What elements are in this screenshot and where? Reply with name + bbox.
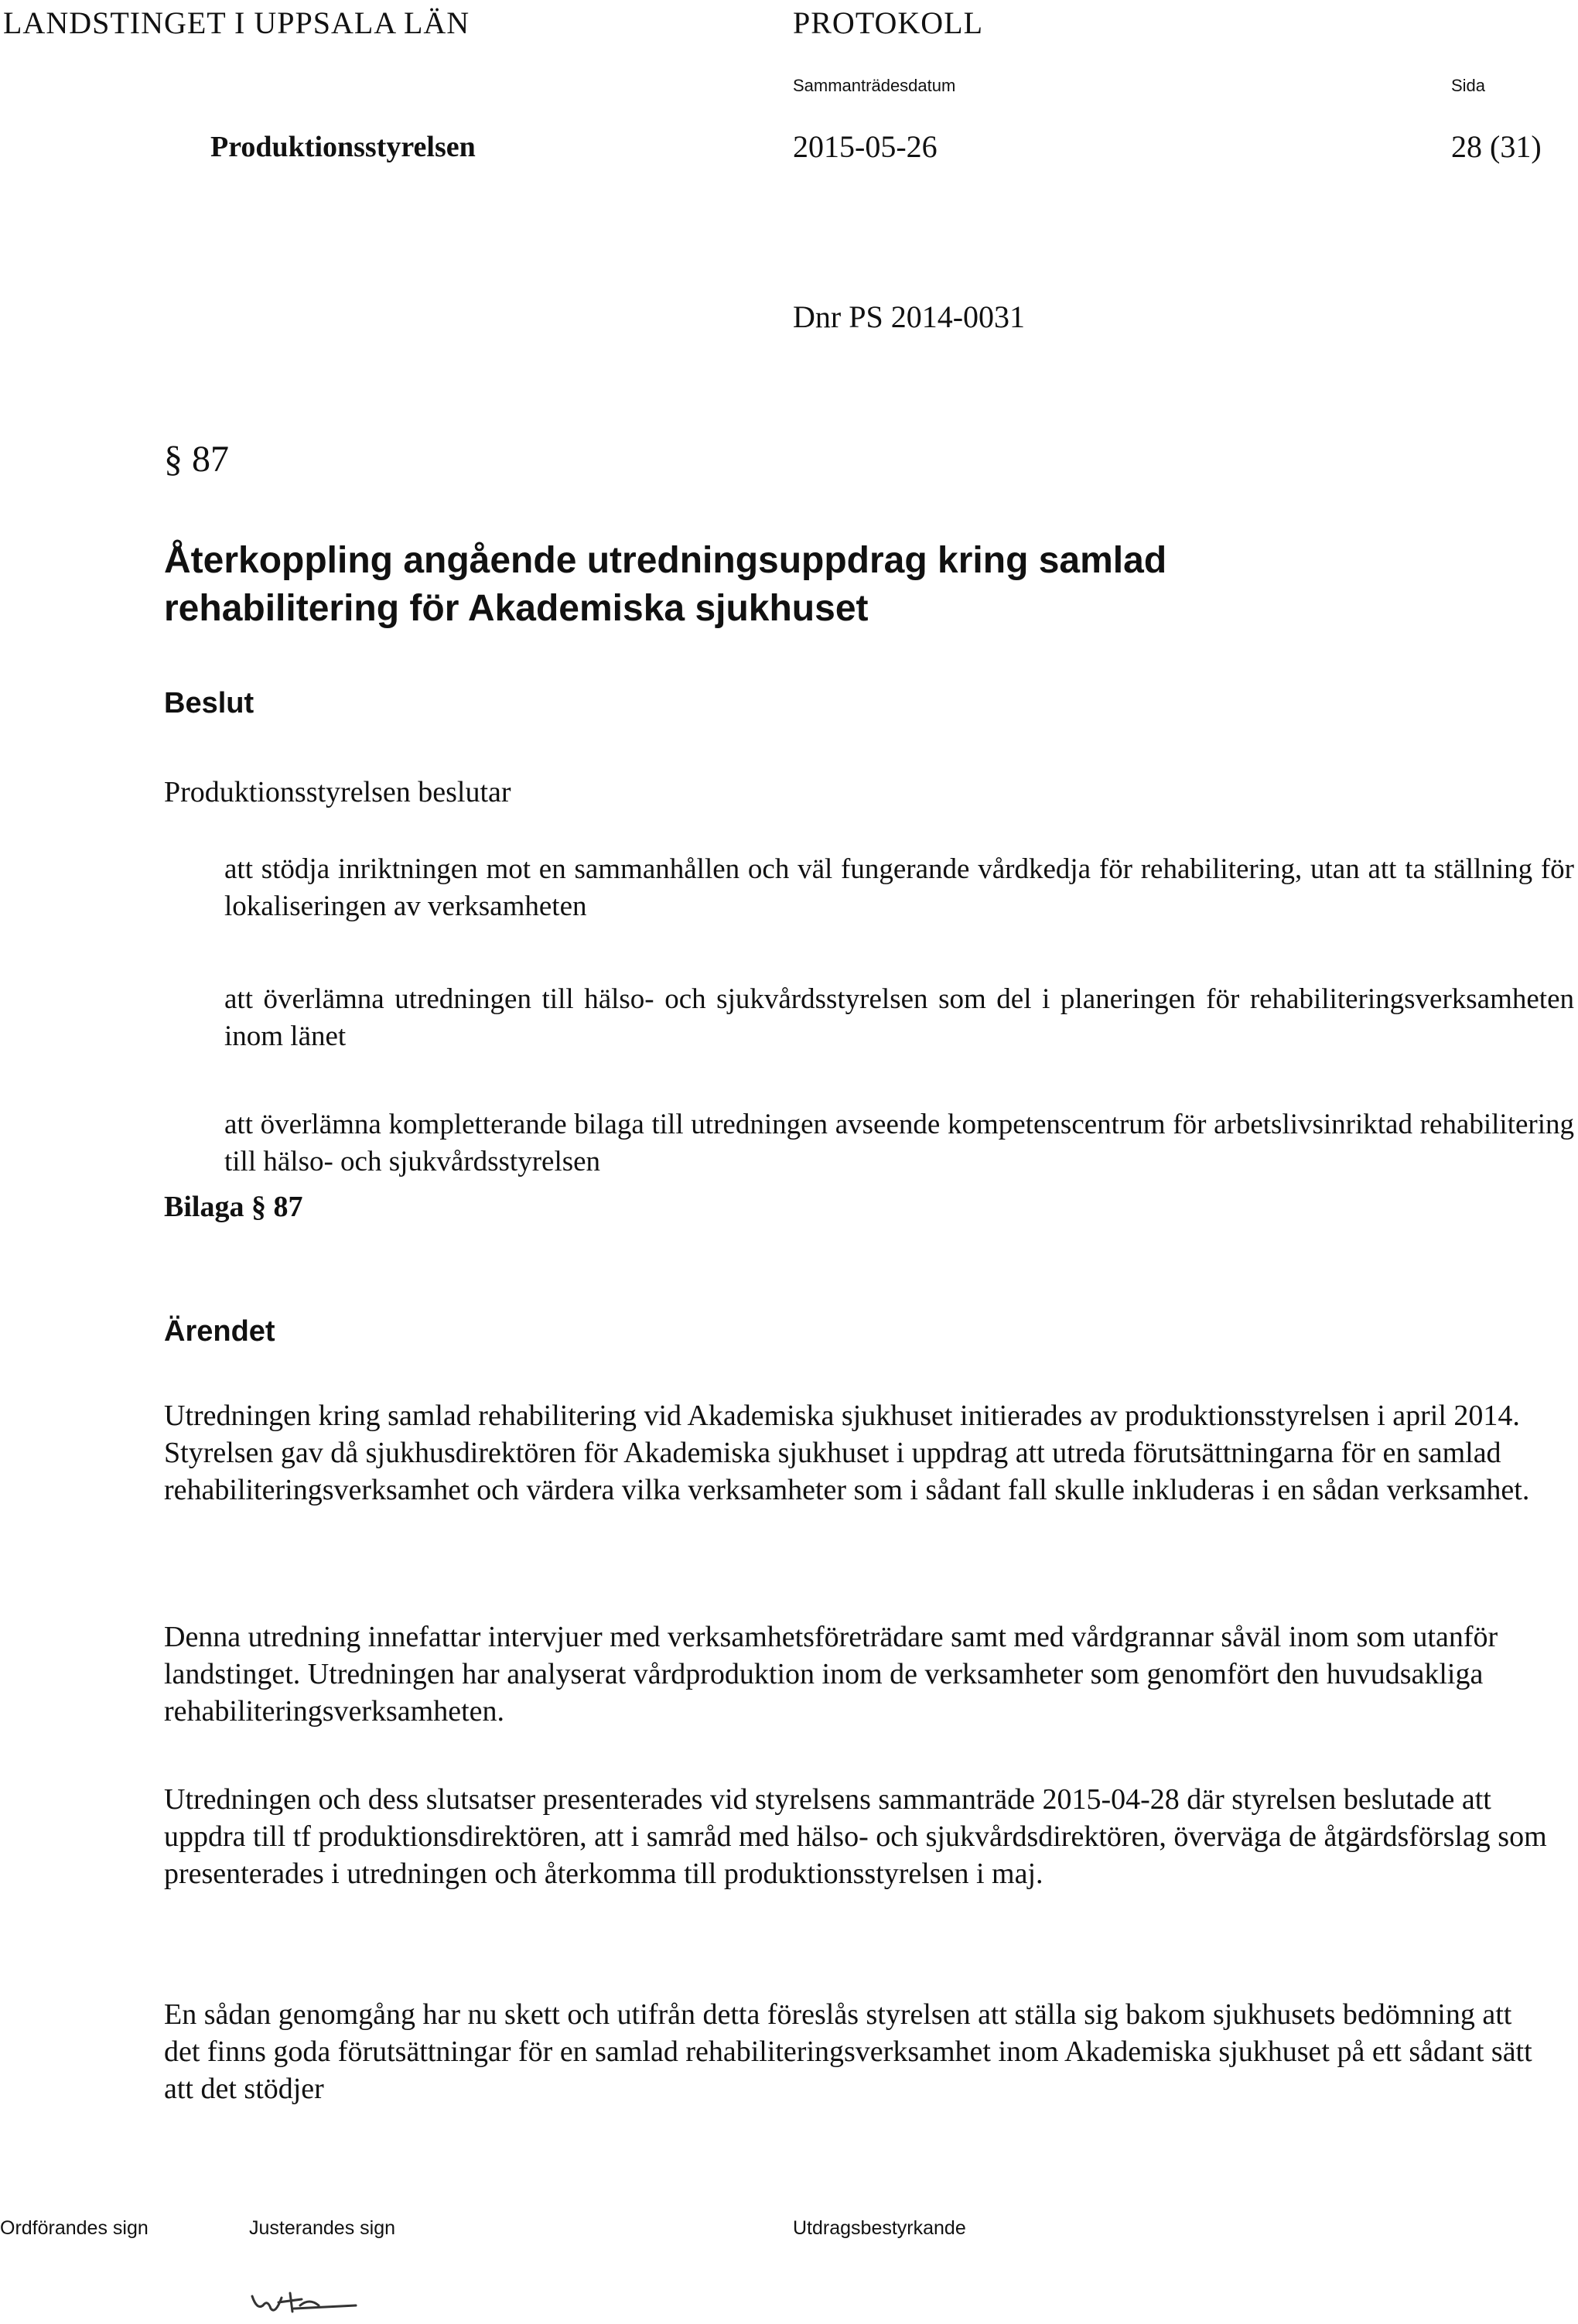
document-type: PROTOKOLL (793, 5, 984, 40)
organization-name: LANDSTINGET I UPPSALA LÄN (3, 5, 470, 40)
beslut-intro: Produktionsstyrelsen beslutar (164, 776, 511, 808)
adjuster-signature-label: Justerandes sign (249, 2217, 396, 2239)
decision-item: att stödja inriktningen mot en sammanhållen och väl fungerande vårdkedja för rehabilitering, utan att ta ställning för lokaliseringen av verksamheten (224, 853, 1574, 922)
decision-item: att överlämna utredningen till hälso- och sjukvårdsstyrelsen som del i planeringen för rehabiliteringsverksamheten inom länet (224, 983, 1574, 1052)
meeting-date: 2015-05-26 (793, 129, 938, 164)
arendet-paragraph: Denna utredning innefattar intervjuer med verksamhetsföreträdare samt med vårdgrannar såväl inom som utanför landstinget. Utredningen har analyserat vårdproduktion inom de verksamheter som genomfört den huvudsakliga rehabiliteringsverksamheten. (164, 1621, 1498, 1728)
page-number: 28 (31) (1451, 129, 1542, 164)
board-name: Produktionsstyrelsen (210, 131, 476, 163)
handwritten-initials (248, 2282, 371, 2321)
page-title: Återkoppling angående utredningsuppdrag kring samlad rehabilitering för Akademiska sjukhuset (164, 540, 1167, 629)
date-label: Sammanträdesdatum (793, 76, 956, 95)
diary-number: Dnr PS 2014-0031 (793, 299, 1026, 334)
attachment-reference: Bilaga § 87 (164, 1191, 303, 1223)
section-number: § 87 (164, 439, 229, 480)
page-label: Sida (1451, 76, 1486, 95)
chair-signature-label: Ordförandes sign (0, 2217, 149, 2239)
beslut-heading: Beslut (164, 687, 254, 719)
arendet-heading: Ärendet (164, 1315, 275, 1348)
arendet-paragraph: Utredningen och dess slutsatser presenterades vid styrelsens sammanträde 2015-04-28 där styrelsen beslutade att uppdra till tf produktionsdirektören, att i samråd med hälso- och sjukvårdsdirektören, överväga de åtgärdsförslag som presenterades i utredningen och återkomma till produktionsstyrelsen i maj. (164, 1783, 1547, 1890)
arendet-paragraph: En sådan genomgång har nu skett och utifrån detta föreslås styrelsen att ställa sig bakom sjukhusets bedömning att det finns goda förutsättningar för en samlad rehabiliteringsverksamhet inom Akademiska sjukhuset på ett sådant sätt att det stödjer (164, 1998, 1532, 2105)
extract-certification-label: Utdragsbestyrkande (793, 2217, 966, 2239)
decision-item: att överlämna kompletterande bilaga till utredningen avseende kompetenscentrum för arbetslivsinriktad rehabilitering till hälso- och sjukvårdsstyrelsen (224, 1109, 1574, 1177)
arendet-paragraph: Utredningen kring samlad rehabilitering vid Akademiska sjukhuset initierades av produktionsstyrelsen i april 2014. Styrelsen gav då sjukhusdirektören för Akademiska sjukhuset i uppdrag att utreda förutsättningarna för en samlad rehabiliteringsverksamhet och värdera vilka verksamheter som i sådant fall skulle inkluderas i en sådan verksamhet. (164, 1400, 1530, 1506)
